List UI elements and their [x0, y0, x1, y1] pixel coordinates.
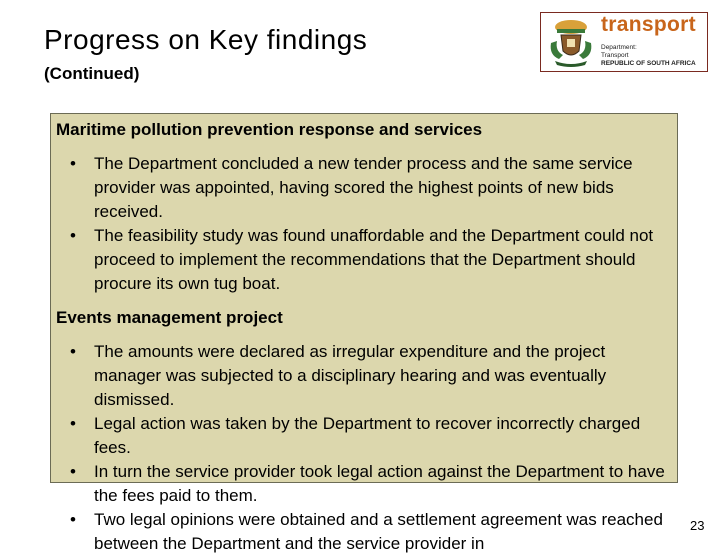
- bullet-icon: •: [70, 462, 76, 481]
- bullet-icon: •: [70, 414, 76, 433]
- list-item-text: The Department concluded a new tender process and the same service provider was appointed, having scored the highest points of new bids received.: [94, 154, 633, 221]
- list-item: [56, 508, 676, 556]
- bullet-icon: •: [70, 226, 76, 245]
- slide-title: Progress on Key findings: [44, 24, 368, 55]
- section-heading: Maritime pollution prevention response and services: [56, 120, 483, 139]
- list-item-text: The feasibility study was found unaffordable and the Department could not proceed to implement the recommendations that the Department should procure its own tug boat.: [94, 226, 654, 293]
- list-item: [56, 340, 676, 412]
- list-item: [56, 152, 676, 224]
- list-item-text: In turn the service provider took legal action against the Department to have the fees paid to them.: [94, 462, 665, 505]
- list-item-text: Two legal opinions were obtained and a settlement agreement was reached between the Department and the service provider in: [94, 510, 663, 553]
- content-text: [56, 118, 676, 556]
- list-item: [56, 224, 676, 296]
- slide-subtitle: (Continued): [44, 64, 140, 83]
- logo-country-line: REPUBLIC OF SOUTH AFRICA: [601, 60, 696, 67]
- list-item: [56, 412, 676, 460]
- bullet-list: [56, 340, 676, 556]
- bullet-icon: •: [70, 154, 76, 173]
- section-heading: Events management project: [56, 308, 283, 327]
- list-item: [56, 460, 676, 508]
- coat-of-arms-icon: [545, 17, 597, 67]
- list-item-text: The amounts were declared as irregular expenditure and the project manager was subjected to a disciplinary hearing and was eventually dismissed.: [94, 342, 607, 409]
- logo-brand-text: transport: [601, 13, 696, 36]
- transport-logo: [540, 12, 708, 72]
- bullet-icon: •: [70, 342, 76, 361]
- logo-dept-line: Transport: [601, 52, 629, 59]
- list-item-text: Legal action was taken by the Department to recover incorrectly charged fees.: [94, 414, 641, 457]
- logo-dept-line: Department:: [601, 44, 637, 51]
- bullet-icon: •: [70, 510, 76, 529]
- bullet-list: [56, 152, 676, 296]
- page-number: 23: [690, 518, 705, 533]
